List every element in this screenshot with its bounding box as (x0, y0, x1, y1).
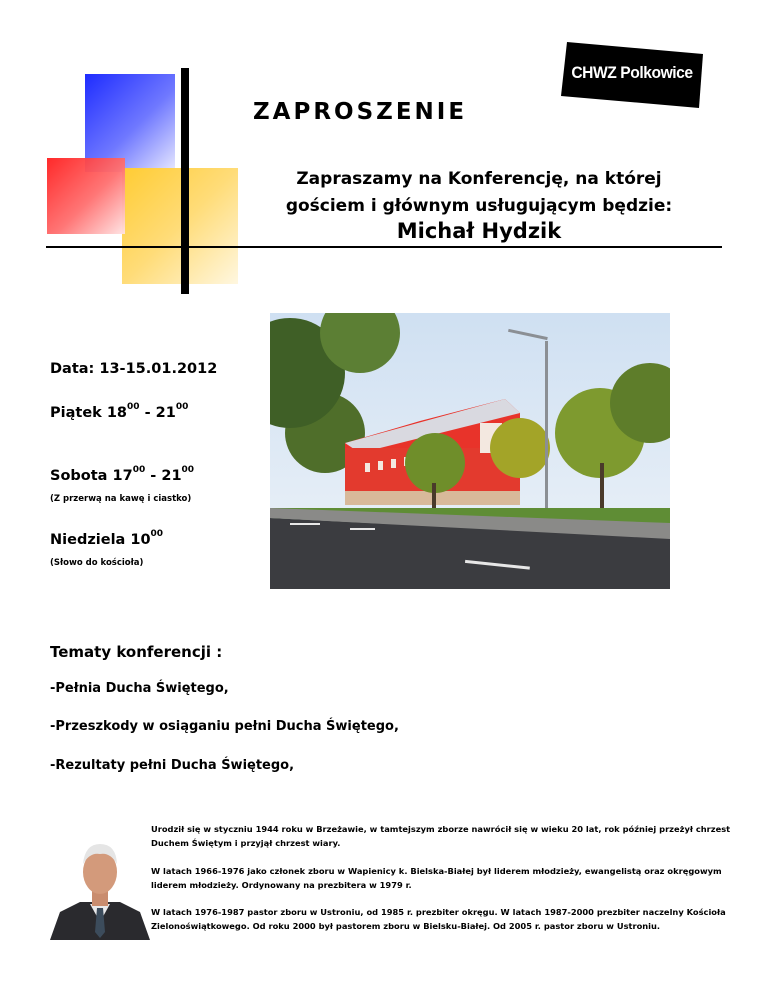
logo-text: CHWZ Polkowice (571, 63, 693, 82)
friday-schedule (50, 402, 189, 421)
sunday-schedule (50, 529, 164, 548)
speaker-portrait (50, 832, 150, 940)
topic-item: -Rezultaty pełni Ducha Świętego, (50, 758, 295, 773)
sunday-label: Niedziela 10 (50, 532, 151, 548)
friday-end-minutes: 00 (175, 402, 189, 412)
friday-sep: - 21 (139, 405, 176, 421)
header-divider (46, 246, 722, 248)
church-building-photo (270, 313, 670, 589)
invitation-line-1: Zapraszamy na Konferencję, na której (296, 169, 662, 189)
decorative-red-square (47, 158, 125, 234)
saturday-end-minutes: 00 (181, 465, 195, 475)
invitation-line-2: gościem i głównym usługującym będzie: (285, 196, 673, 216)
event-date: Data: 13-15.01.2012 (50, 361, 218, 377)
saturday-label: Sobota 17 (50, 468, 133, 484)
saturday-start-minutes: 00 (132, 465, 146, 475)
invitation-text (230, 166, 728, 220)
friday-label: Piątek 18 (50, 405, 128, 421)
saturday-note: (Z przerwą na kawę i ciastko) (50, 494, 192, 504)
topic-item: -Pełnia Ducha Świętego, (50, 681, 229, 696)
bio-paragraph-2: W latach 1966-1976 jako członek zboru w Wapienicy k. Bielska-Białej był liderem młodzieży, ewangelistą oraz okręgowym liderem młodzieży. Ordynowany na prezbitera w 1979 r. (151, 866, 722, 890)
sunday-minutes: 00 (150, 529, 164, 539)
bio-paragraph-3: W latach 1976-1987 pastor zboru w Ustroniu, od 1985 r. prezbiter okręgu. W latach 1987-2000 prezbiter naczelny Kościoła Zielonoświątkowego. Od roku 2000 był pastorem zboru w Bielsku-Białej. Od 2005 r. pastor zboru w Ustroniu. (151, 907, 726, 931)
sunday-note: (Słowo do kościoła) (50, 558, 144, 568)
bio-paragraph-1: Urodził się w styczniu 1944 roku w Brzeżawie, w tamtejszym zborze nawrócił się w wieku 20 lat, rok później przeżył chrzest Duchem Świętym i przyjął chrzest wiary. (151, 824, 731, 848)
saturday-schedule (50, 465, 195, 484)
friday-start-minutes: 00 (127, 402, 140, 412)
saturday-sep: - 21 (145, 468, 182, 484)
decorative-yellow-square (122, 168, 238, 284)
topic-item: -Przeszkody w osiąganiu pełni Ducha Świętego, (50, 719, 399, 734)
speaker-name: Michał Hydzik (396, 219, 562, 243)
page-title: ZAPROSZENIE (253, 99, 468, 125)
topics-heading: Tematy konferencji : (50, 643, 223, 661)
decorative-vertical-bar (181, 68, 189, 294)
